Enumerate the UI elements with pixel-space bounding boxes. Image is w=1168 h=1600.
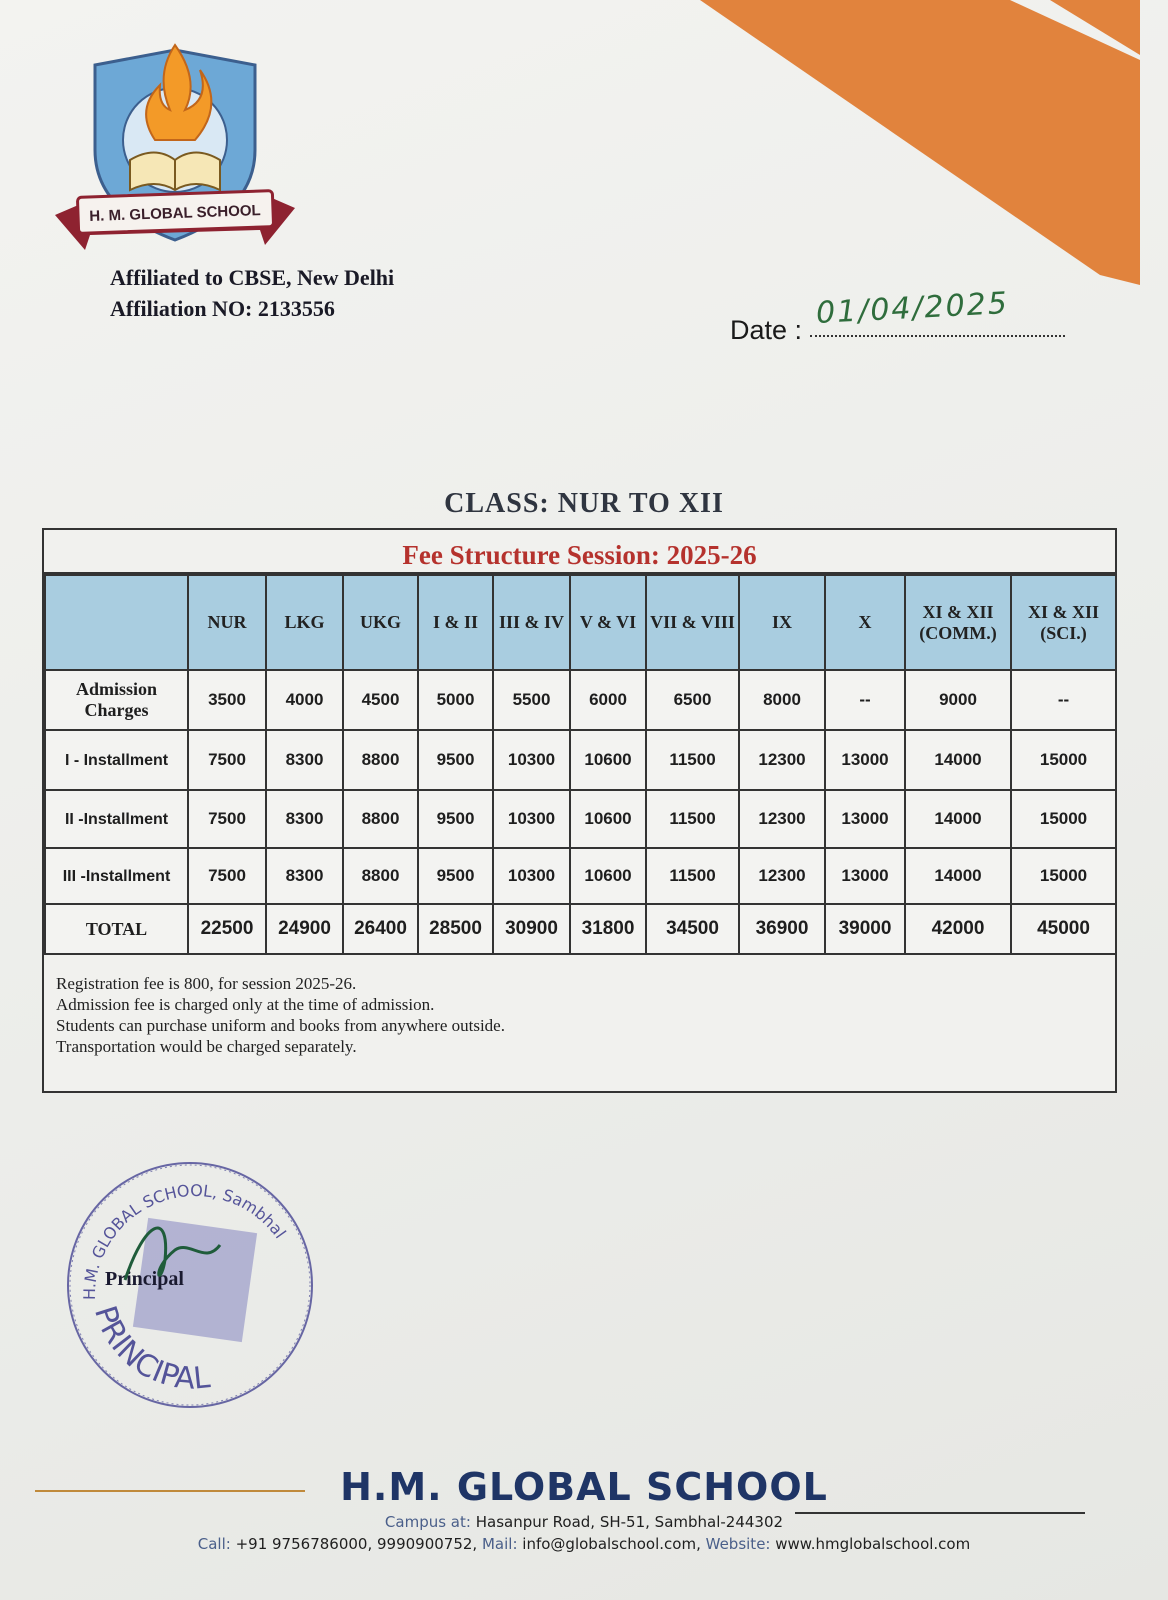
fee-cell: 8800 bbox=[343, 848, 418, 904]
email-address: info@globalschool.com, bbox=[522, 1535, 701, 1553]
campus-label: Campus at: bbox=[384, 1513, 471, 1531]
fee-cell: 9500 bbox=[418, 848, 493, 904]
column-header bbox=[45, 575, 188, 670]
fee-cell: 6500 bbox=[646, 670, 739, 730]
table-row-installment-2 bbox=[45, 790, 1116, 848]
total-cell: 28500 bbox=[418, 904, 493, 954]
fee-cell: 12300 bbox=[739, 848, 825, 904]
website-label: Website: bbox=[705, 1535, 771, 1553]
fee-cell: -- bbox=[1011, 670, 1116, 730]
fee-cell: 4500 bbox=[343, 670, 418, 730]
school-logo bbox=[50, 30, 300, 260]
date-value-handwritten: 01/04/2025 bbox=[815, 285, 1010, 332]
stamp-ring-text: H.M. GLOBAL SCHOOL, Sambhal bbox=[79, 1180, 290, 1301]
fee-cell: 8800 bbox=[343, 730, 418, 790]
fee-structure-box bbox=[42, 528, 1117, 1093]
website-url: www.hmglobalschool.com bbox=[775, 1535, 971, 1553]
row-label: II -Installment bbox=[45, 790, 188, 848]
fee-cell: 8300 bbox=[266, 848, 343, 904]
note-line: Students can purchase uniform and books from anywhere outside. bbox=[56, 1016, 505, 1035]
column-header: I & II bbox=[418, 575, 493, 670]
total-cell: 34500 bbox=[646, 904, 739, 954]
stamp-principal-arc: PRINCIPAL bbox=[86, 1301, 212, 1397]
fee-cell: 9500 bbox=[418, 790, 493, 848]
fee-cell: 15000 bbox=[1011, 790, 1116, 848]
total-cell: 45000 bbox=[1011, 904, 1116, 954]
fee-table-header-row bbox=[45, 575, 1116, 670]
fee-cell: 3500 bbox=[188, 670, 266, 730]
affiliation-line-1: Affiliated to CBSE, New Delhi bbox=[110, 265, 395, 290]
call-label: Call: bbox=[197, 1535, 231, 1553]
fee-cell: 12300 bbox=[739, 790, 825, 848]
date-field bbox=[730, 285, 1070, 365]
fee-cell: 11500 bbox=[646, 848, 739, 904]
fee-cell: 10600 bbox=[570, 848, 646, 904]
column-header: LKG bbox=[266, 575, 343, 670]
column-header: IX bbox=[739, 575, 825, 670]
fee-cell: 4000 bbox=[266, 670, 343, 730]
principal-stamp bbox=[55, 1150, 325, 1420]
table-row-installment-3 bbox=[45, 848, 1116, 904]
fee-cell: 14000 bbox=[905, 848, 1011, 904]
fee-cell: 8800 bbox=[343, 790, 418, 848]
fee-cell: 13000 bbox=[825, 848, 905, 904]
fee-cell: 8300 bbox=[266, 790, 343, 848]
phone-numbers: +91 9756786000, 9990900752, bbox=[235, 1535, 478, 1553]
date-label: Date : bbox=[730, 315, 803, 345]
fee-cell: 9500 bbox=[418, 730, 493, 790]
row-label: III -Installment bbox=[45, 848, 188, 904]
footer-contact bbox=[0, 1535, 1168, 1553]
total-cell: 26400 bbox=[343, 904, 418, 954]
fee-cell: 5000 bbox=[418, 670, 493, 730]
note-line: Admission fee is charged only at the time of admission. bbox=[56, 995, 435, 1014]
fee-cell: -- bbox=[825, 670, 905, 730]
total-cell: 22500 bbox=[188, 904, 266, 954]
table-row-total bbox=[45, 904, 1116, 954]
fee-cell: 8000 bbox=[739, 670, 825, 730]
fee-cell: 10300 bbox=[493, 730, 570, 790]
stamp-principal-label: Principal bbox=[105, 1268, 184, 1290]
fee-cell: 10300 bbox=[493, 790, 570, 848]
footer-campus bbox=[0, 1513, 1168, 1531]
mail-label: Mail: bbox=[481, 1535, 518, 1553]
fee-cell: 15000 bbox=[1011, 848, 1116, 904]
fee-cell: 6000 bbox=[570, 670, 646, 730]
total-cell: 36900 bbox=[739, 904, 825, 954]
fee-cell: 12300 bbox=[739, 730, 825, 790]
row-label: Admission Charges bbox=[45, 670, 188, 730]
fee-notes bbox=[44, 955, 1115, 1057]
fee-table bbox=[44, 574, 1117, 955]
fee-cell: 9000 bbox=[905, 670, 1011, 730]
fee-cell: 10300 bbox=[493, 848, 570, 904]
date-dotted-line bbox=[810, 335, 1065, 337]
campus-address: Hasanpur Road, SH-51, Sambhal-244302 bbox=[475, 1513, 784, 1531]
fee-cell: 14000 bbox=[905, 790, 1011, 848]
fee-cell: 7500 bbox=[188, 790, 266, 848]
total-cell: 42000 bbox=[905, 904, 1011, 954]
affiliation-block bbox=[110, 262, 394, 324]
class-heading: CLASS: NUR TO XII bbox=[444, 488, 724, 519]
fee-cell: 5500 bbox=[493, 670, 570, 730]
column-header: NUR bbox=[188, 575, 266, 670]
fee-cell: 11500 bbox=[646, 790, 739, 848]
fee-cell: 10600 bbox=[570, 730, 646, 790]
fee-table-title: Fee Structure Session: 2025-26 bbox=[44, 530, 1115, 574]
fee-cell: 10600 bbox=[570, 790, 646, 848]
fee-cell: 7500 bbox=[188, 848, 266, 904]
fee-cell: 7500 bbox=[188, 730, 266, 790]
column-header: UKG bbox=[343, 575, 418, 670]
column-header: VII & VIII bbox=[646, 575, 739, 670]
note-line: Transportation would be charged separately. bbox=[56, 1037, 357, 1056]
footer-school-name: H.M. GLOBAL SCHOOL bbox=[340, 1465, 828, 1509]
total-cell: 39000 bbox=[825, 904, 905, 954]
fee-cell: 13000 bbox=[825, 790, 905, 848]
fee-cell: 14000 bbox=[905, 730, 1011, 790]
fee-cell: 8300 bbox=[266, 730, 343, 790]
table-row-installment-1 bbox=[45, 730, 1116, 790]
row-label: I - Installment bbox=[45, 730, 188, 790]
total-cell: 24900 bbox=[266, 904, 343, 954]
note-line: Registration fee is 800, for session 2025-26. bbox=[56, 974, 357, 993]
column-header: XI & XII (COMM.) bbox=[905, 575, 1011, 670]
column-header: X bbox=[825, 575, 905, 670]
fee-cell: 15000 bbox=[1011, 730, 1116, 790]
fee-cell: 13000 bbox=[825, 730, 905, 790]
column-header: XI & XII (SCI.) bbox=[1011, 575, 1116, 670]
logo-text: H. M. GLOBAL SCHOOL bbox=[89, 202, 261, 225]
column-header: V & VI bbox=[570, 575, 646, 670]
table-row-admission bbox=[45, 670, 1116, 730]
column-header: III & IV bbox=[493, 575, 570, 670]
affiliation-number: Affiliation NO: 2133556 bbox=[110, 296, 335, 321]
total-cell: 31800 bbox=[570, 904, 646, 954]
row-label: TOTAL bbox=[45, 904, 188, 954]
total-cell: 30900 bbox=[493, 904, 570, 954]
fee-cell: 11500 bbox=[646, 730, 739, 790]
